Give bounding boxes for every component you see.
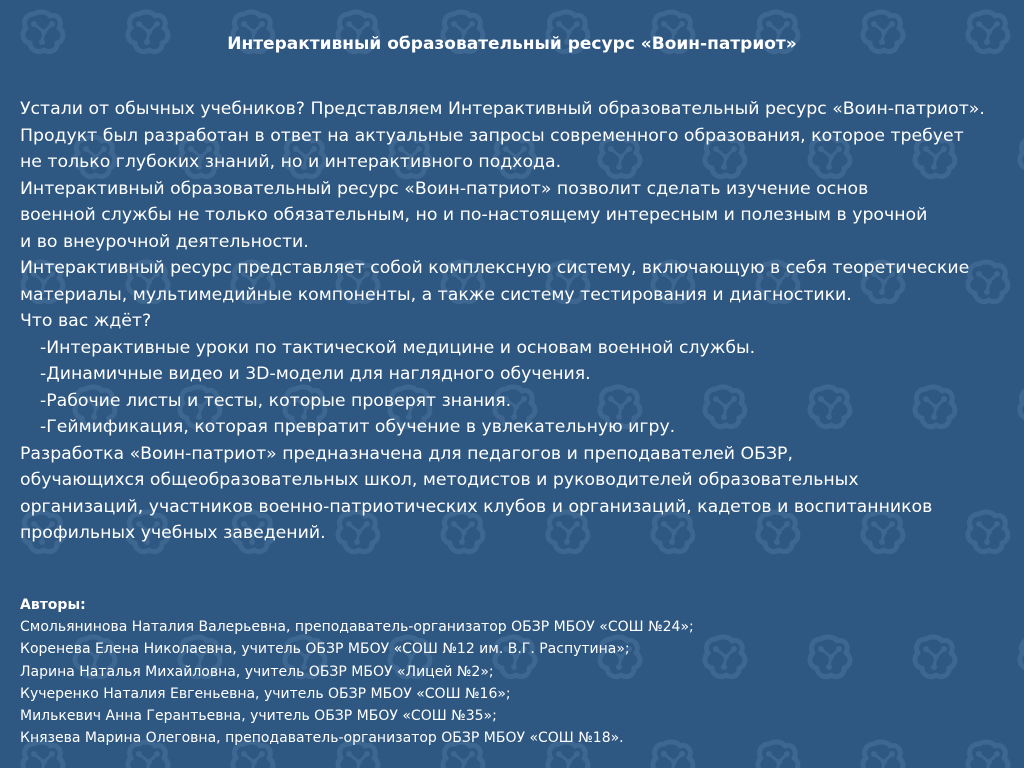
bullet-line: -Интерактивные уроки по тактической медицине и основам военной службы. <box>40 337 756 358</box>
paragraph-line: профильных учебных заведений. <box>20 523 326 543</box>
authors-list <box>20 616 1010 750</box>
page-title: Интерактивный образовательный ресурс «Воин-патриот» <box>227 34 797 54</box>
paragraph-line: Разработка «Воин-патриот» предназначена для педагогов и преподавателей ОБЗР, <box>20 443 793 464</box>
paragraph-line: обучающихся общеобразовательных школ, методистов и руководителей образовательных <box>20 470 859 490</box>
bullet-line: -Рабочие листы и тесты, которые проверят знания. <box>40 390 512 411</box>
bullet-line: -Геймификация, которая превратит обучение в увлекательную игру. <box>40 417 676 437</box>
authors-section <box>20 594 1010 750</box>
paragraph-line: организаций, участников военно-патриотических клубов и организаций, кадетов и воспитанников <box>20 496 933 517</box>
authors-heading: Авторы: <box>20 597 86 613</box>
paragraph-line: и во внеурочной деятельности. <box>20 231 309 252</box>
paragraph-line: военной службы не только обязательным, но и по-настоящему интересным и полезным в урочной <box>20 205 928 225</box>
paragraph-line: Интерактивный образовательный ресурс «Воин-патриот» позволит сделать изучение основ <box>20 178 869 199</box>
paragraph-line: материалы, мультимедийные компоненты, а также систему тестирования и диагностики. <box>20 284 852 305</box>
author-entry: Ларина Наталья Михайловна, учитель ОБЗР МБОУ «Лицей №2»; <box>20 663 494 680</box>
paragraph-line: Что вас ждёт? <box>20 311 152 331</box>
paragraph-line: Устали от обычных учебников? Представляем Интерактивный образовательный ресурс «Воин-патриот». <box>20 99 985 119</box>
bullet-line: -Динамичные видео и 3D-модели для наглядного обучения. <box>40 364 591 384</box>
author-entry: Кучеренко Наталия Евгеньевна, учитель ОБЗР МБОУ «СОШ №16»; <box>20 685 511 702</box>
author-entry: Милькевич Анна Герантьевна, учитель ОБЗР МБОУ «СОШ №35»; <box>20 708 497 725</box>
author-entry: Князева Марина Олеговна, преподаватель-организатор ОБЗР МБОУ «СОШ №18». <box>20 730 624 747</box>
paragraph-line: Интерактивный ресурс представляет собой комплексную систему, включающую в себя теоретические <box>20 258 970 278</box>
paragraph-line: не только глубоких знаний, но и интерактивного подхода. <box>20 152 562 172</box>
author-entry: Коренева Елена Николаевна, учитель ОБЗР МБОУ «СОШ №12 им. В.Г. Распутина»; <box>20 641 630 658</box>
description-text <box>20 96 1010 547</box>
author-entry: Смольянинова Наталия Валерьевна, преподаватель-организатор ОБЗР МБОУ «СОШ №24»; <box>20 619 694 635</box>
paragraph-line: Продукт был разработан в ответ на актуальные запросы современного образования, которое требует <box>20 125 964 146</box>
